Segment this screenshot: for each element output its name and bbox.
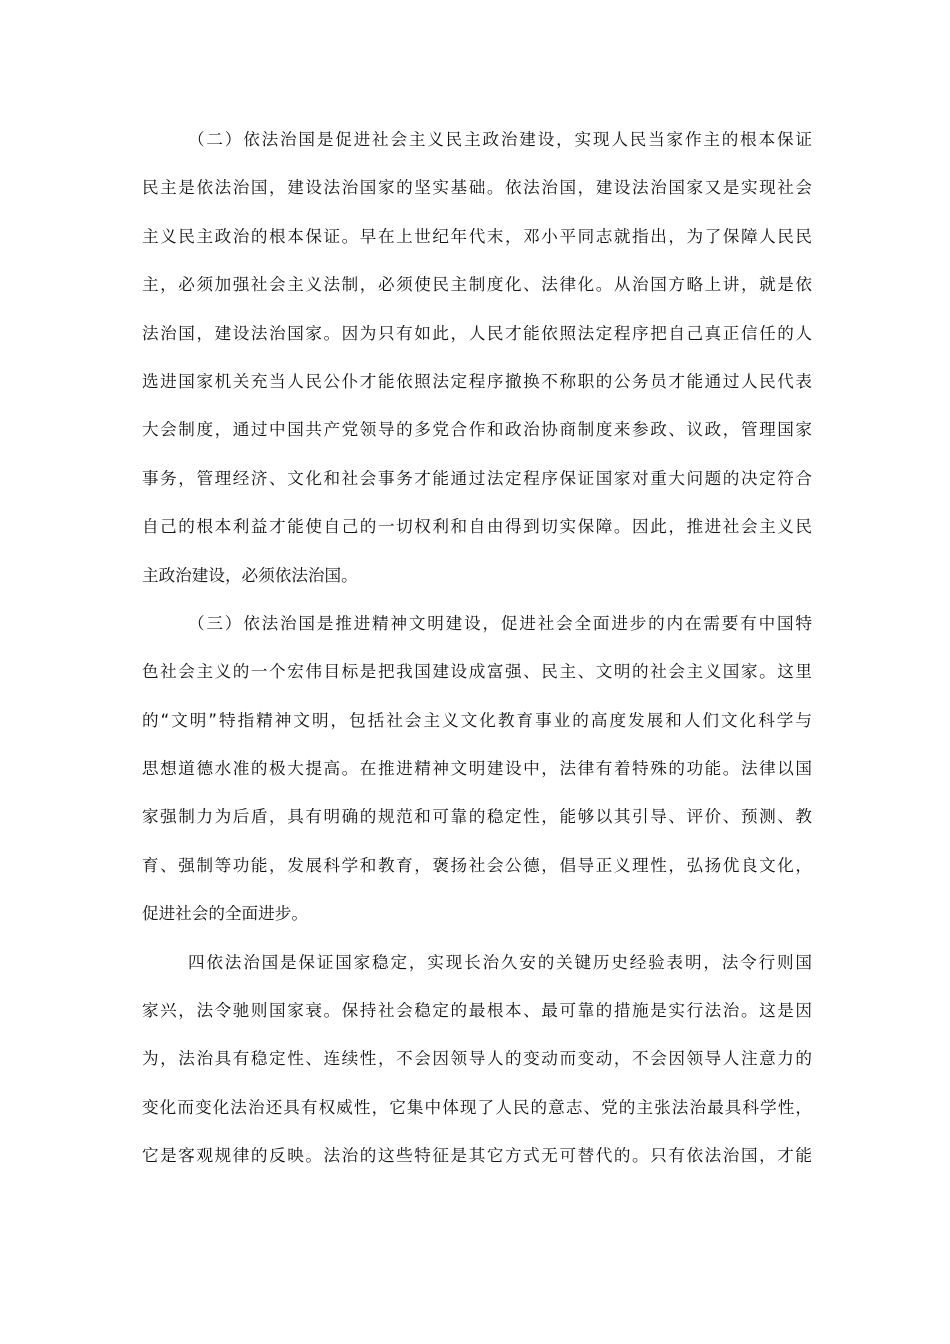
- paragraph-3-line-4: 变化而变化法治还具有权威性，它集中体现了人民的意志、党的主张法治最具科学性，: [142, 1097, 812, 1117]
- paragraph-3-line-3: 为，法治具有稳定性、连续性，不会因领导人的变动而变动，不会因领导人注意力的: [142, 1049, 812, 1069]
- document-body: [142, 116, 812, 1181]
- paragraph-1-line-1: （二）依法治国是促进社会主义民主政治建设，实现人民当家作主的根本保证: [188, 130, 812, 149]
- paragraph-2-line-5: 家强制力为后盾，具有明确的规范和可靠的稳定性，能够以其引导、评价、预测、教: [142, 807, 812, 827]
- paragraph-2-line-3: 的“文明”特指精神文明，包括社会主义文化教育事业的高度发展和人们文化科学与: [142, 710, 812, 730]
- paragraph-1-line-4: 主，必须加强社会主义法制，必须使民主制度化、法律化。从治国方略上讲，就是依: [142, 275, 812, 295]
- paragraph-3-line-2: 家兴，法令驰则国家衰。保持社会稳定的最根本、最可靠的措施是实行法治。这是因: [142, 1001, 812, 1021]
- paragraph-1-line-3: 主义民主政治的根本保证。早在上世纪年代末，邓小平同志就指出，为了保障人民民: [142, 226, 812, 246]
- paragraph-2-line-4: 思想道德水准的极大提高。在推进精神文明建设中，法律有着特殊的功能。法律以国: [142, 759, 812, 779]
- paragraph-2-line-2: 色社会主义的一个宏伟目标是把我国建设成富强、民主、文明的社会主义国家。这里: [142, 662, 812, 682]
- paragraph-2-line-7: 促进社会的全面进步。: [142, 904, 308, 924]
- paragraph-1-line-6: 选进国家机关充当人民公仆才能依照法定程序撤换不称职的公务员才能通过人民代表: [142, 371, 812, 391]
- paragraph-1-line-10: 主政治建设，必须依法治国。: [142, 565, 358, 585]
- paragraph-1-line-9: 自己的根本利益才能使自己的一切权利和自由得到切实保障。因此，推进社会主义民: [142, 517, 812, 537]
- paragraph-2-line-6: 育、强制等功能，发展科学和教育，褒扬社会公德，倡导正义理性，弘扬优良文化，: [142, 855, 812, 875]
- paragraph-1-line-7: 大会制度，通过中国共产党领导的多党合作和政治协商制度来参政、议政，管理国家: [142, 420, 812, 440]
- paragraph-1-line-8: 事务，管理经济、文化和社会事务才能通过法定程序保证国家对重大问题的决定符合: [142, 468, 812, 488]
- paragraph-1-line-5: 法治国，建设法治国家。因为只有如此，人民才能依照法定程序把自己真正信任的人: [142, 323, 812, 343]
- paragraph-1-line-2: 民主是依法治国，建设法治国家的坚实基础。依法治国，建设法治国家又是实现社会: [142, 178, 812, 198]
- paragraph-3-line-1: 四依法治国是保证国家稳定，实现长治久安的关键历史经验表明，法令行则国: [188, 952, 812, 972]
- paragraph-3-line-5: 它是客观规律的反映。法治的这些特征是其它方式无可替代的。只有依法治国，才能: [142, 1146, 812, 1166]
- paragraph-2-line-1: （三）依法治国是推进精神文明建设，促进社会全面进步的内在需要有中国特: [188, 613, 812, 633]
